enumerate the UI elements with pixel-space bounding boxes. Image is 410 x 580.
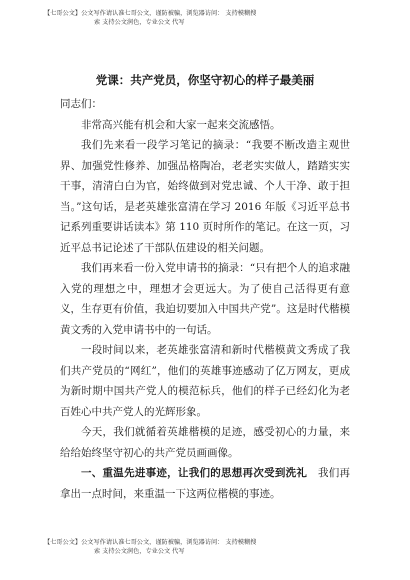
- document-body: [60, 94, 350, 504]
- paragraph-1: 非常高兴能有机会和大家一起来交流感悟。: [81, 118, 281, 131]
- salutation: 同志们：: [60, 98, 102, 110]
- header-banner-line1: 【七哥公文】公文写作请认准七哥公文，谨防被骗，浏览器访问： 支持模糊搜: [44, 10, 257, 17]
- section-heading: 一、重温先进事迹，让我们的思想再次受到洗礼: [81, 467, 308, 479]
- footer-banner-line1: 【七哥公文】公文写作请认准七哥公文，谨防被骗，浏览器访问： 支持模糊搜: [44, 539, 257, 546]
- document-title: 党课：共产党员，你坚守初心的样子最美丽: [95, 73, 315, 87]
- paragraph-5: 今天，我们就循着英雄楷模的足迹，感受初心的力量，来给给始终坚守初心的共产党员画画像。: [60, 426, 350, 459]
- footer-banner-line2: 索 支持公文润色，专业公文 代写: [94, 548, 185, 555]
- header-banner: [44, 9, 374, 27]
- header-banner-line2: 索 支持公文润色，专业公文 代写: [94, 19, 185, 26]
- section-tail: 我们再拿出一点时间，来重温一下这两位楷模的事迹。: [60, 467, 350, 500]
- section-paragraph: [60, 463, 350, 504]
- paragraph-2: 我们先来看一段学习笔记的摘录：“我要不断改造主观世界、加强党性修养、加强品格陶冶，老老实实做人，踏踏实实干事，清清白白为官，始终做到对党忠诚、个人干净、敢于担当。”这句话，是老英雄张富清在学习 2016 年版《习近平总书记系列重要讲话读本》第 110 页时所作的笔记。在这一页，习近平总书记论述了干部队伍建设的相关问题。: [60, 139, 350, 254]
- paragraph-3: 我们再来看一份入党申请书的摘录：“只有把个人的追求融入党的理想之中，理想才会更远大。为了使自己活得更有意义，生存更有价值，我迫切要加入中国共产党”。这是时代楷模黄文秀的入党申请书中的一句话。: [60, 262, 350, 336]
- footer-banner: [44, 538, 374, 556]
- paragraph-4: 一段时间以来，老英雄张富清和新时代楷模黄文秀成了我们共产党员的“网红”，他们的英雄事迹感动了亿万网友，更成为新时期中国共产党人的模范标兵，他们的样子已经幻化为老百姓心中共产党人的光辉形象。: [60, 344, 350, 418]
